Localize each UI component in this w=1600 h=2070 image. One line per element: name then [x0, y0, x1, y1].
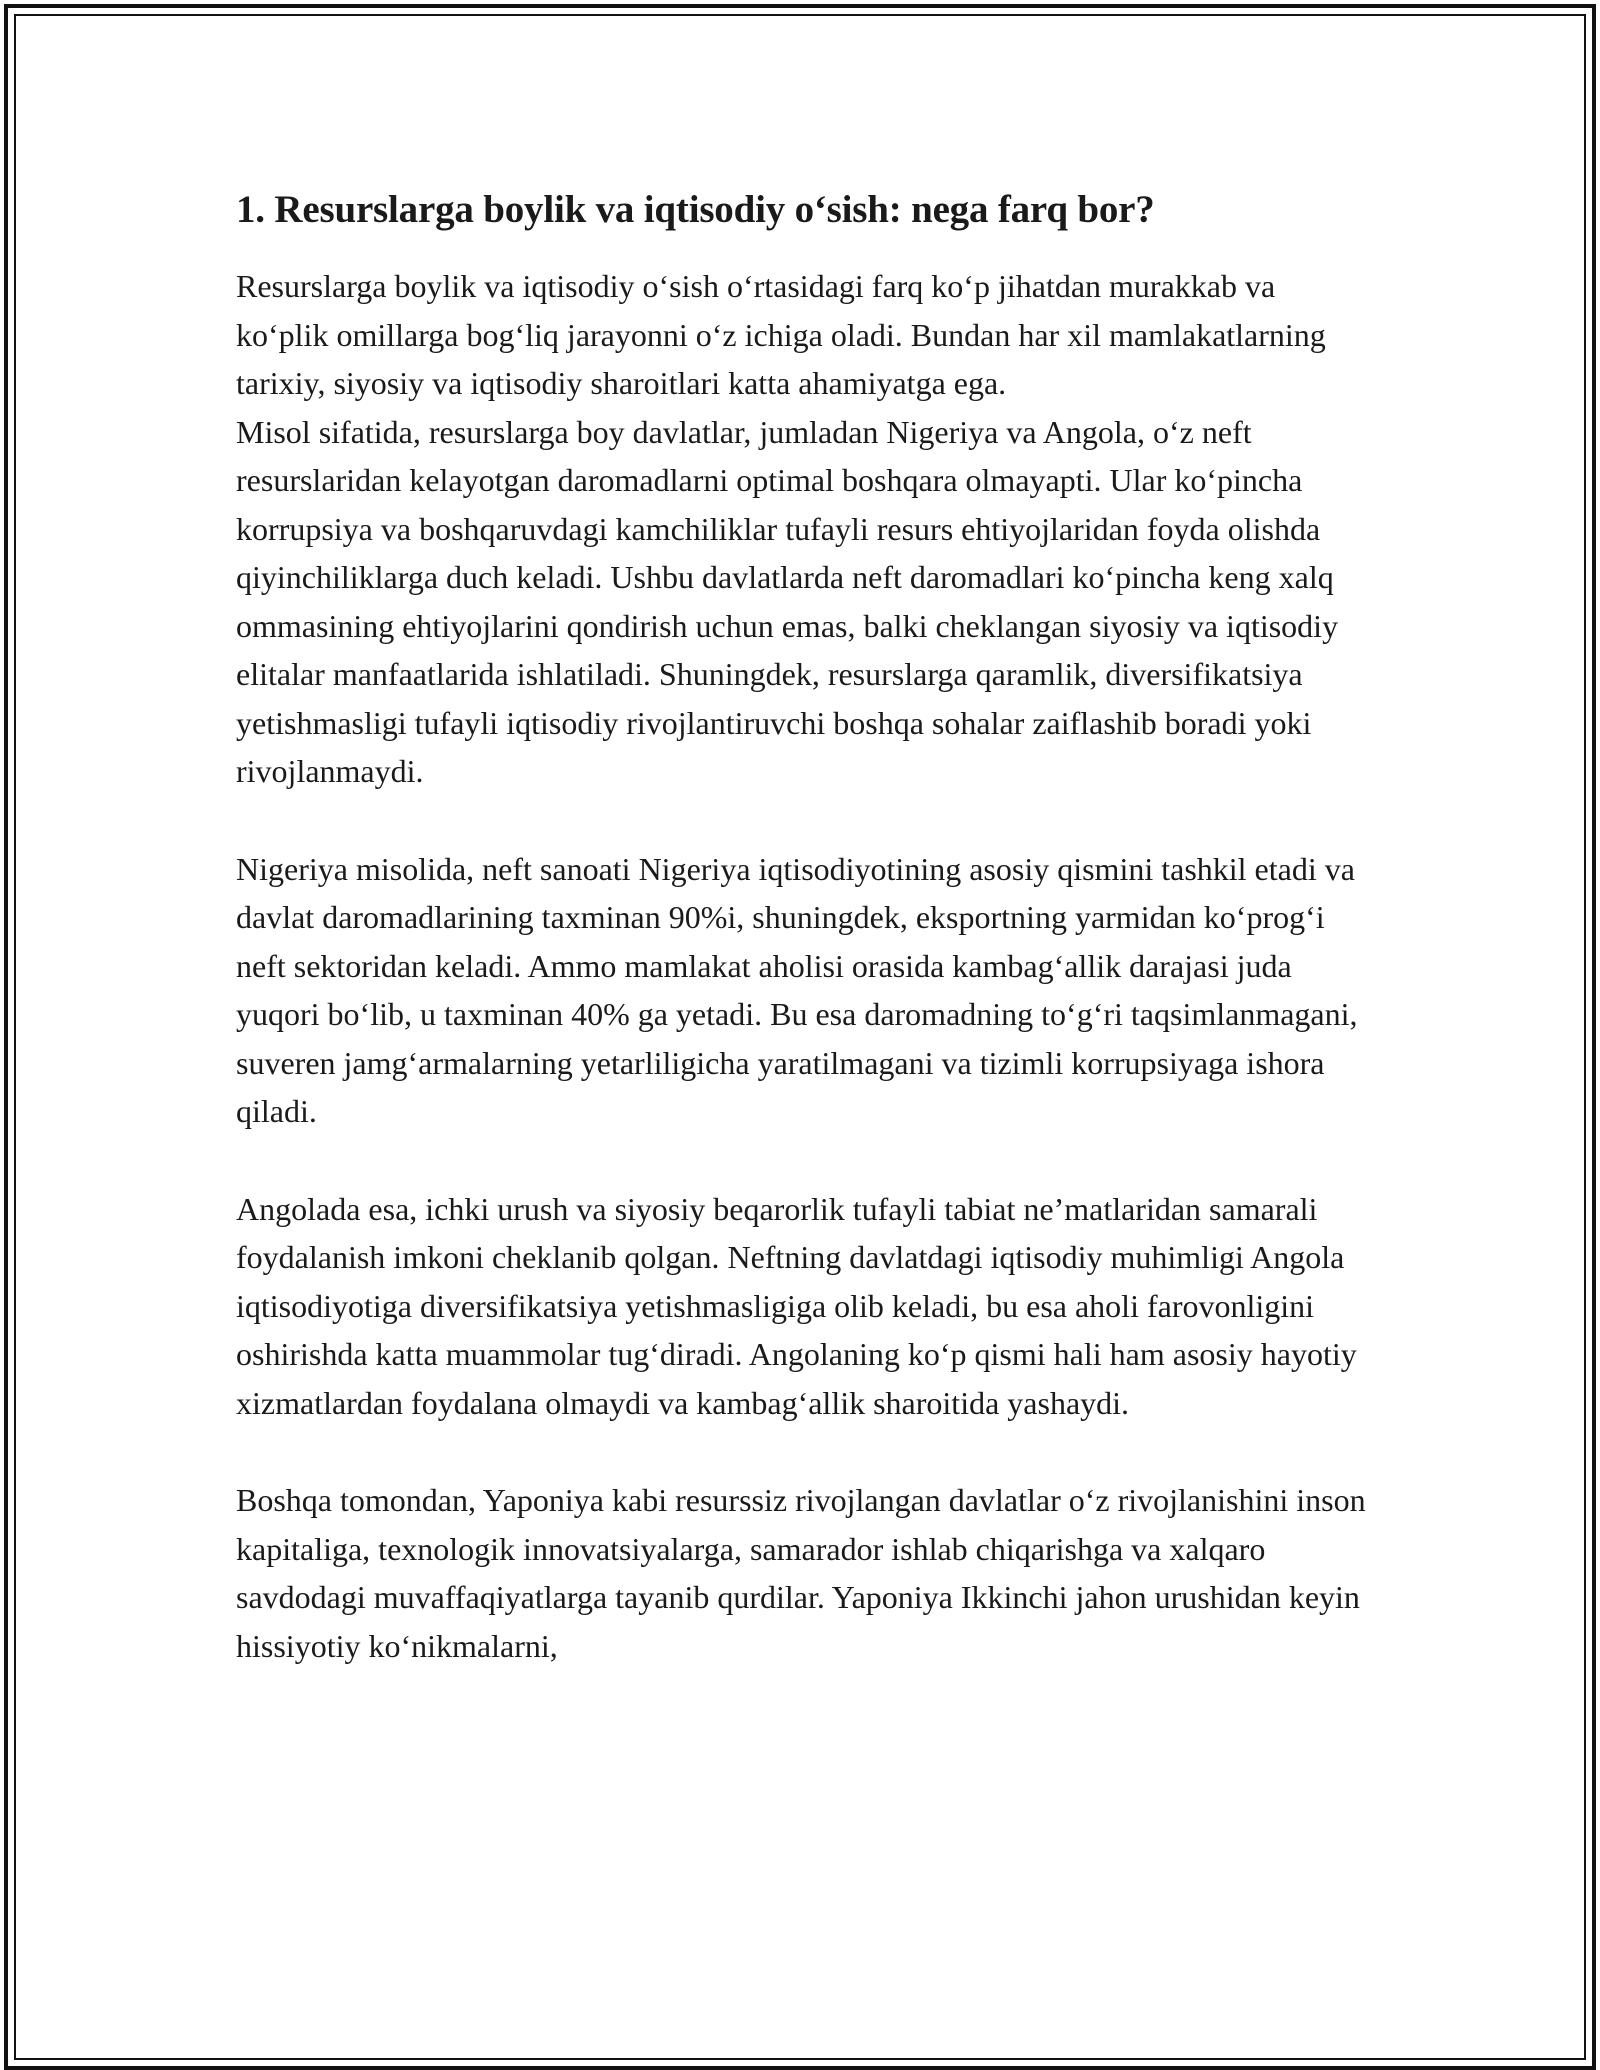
paragraph-spacer	[236, 1427, 1366, 1476]
paragraph-japan: Boshqa tomondan, Yaponiya kabi resurssiz rivojlangan davlatlar o‘z rivojlanishini inson kapitaliga, texnologik innovatsiyalarga, samarador ishlab chiqarishga va xalqaro savdodagi muvaffaqiyatlarga tayanib qurdilar. Yaponiya Ikkinchi jahon urushidan keyin hissiyotiy ko‘nikmalarni,	[236, 1482, 1366, 1664]
paragraph-spacer	[236, 1136, 1366, 1185]
document-page	[236, 186, 1366, 1670]
paragraph-resource-rich-example: Misol sifatida, resurslarga boy davlatlar, jumladan Nigeriya va Angola, o‘z neft resurslaridan kelayotgan daromadlarni optimal boshqara olmayapti. Ular ko‘pincha korrupsiya va boshqaruvdagi kamchiliklar tufayli resurs ehtiyojlaridan foyda olishda qiyinchiliklarga duch keladi. Ushbu davlatlarda neft daromadlari ko‘pincha keng xalq ommasining ehtiyojlarini qondirish uchun emas, balki cheklangan siyosiy va iqtisodiy elitalar manfaatlarida ishlatiladi. Shuningdek, resurslarga qaramlik, diversifikatsiya yetishmasligi tufayli iqtisodiy rivojlantiruvchi boshqa sohalar zaiflashib boradi yoki rivojlanmaydi.	[236, 413, 1339, 789]
paragraph-nigeria: Nigeriya misolida, neft sanoati Nigeriya iqtisodiyotining asosiy qismini tashkil etadi va davlat daromadlarining taxminan 90%i, shuningdek, eksportning yarmidan ko‘prog‘i neft sektoridan keladi. Ammo mamlakat aholisi orasida kambag‘allik darajasi juda yuqori bo‘lib, u taxminan 40% ga yetadi. Bu esa daromadning to‘g‘ri taqsimlanmagani, suveren jamg‘armalarning yetarliligicha yaratilmagani va tizimli korrupsiyaga ishora qiladi.	[236, 850, 1358, 1129]
paragraph-intro: Resurslarga boylik va iqtisodiy o‘sish o‘rtasidagi farq ko‘p jihatdan murakkab va ko‘plik omillarga bog‘liq jarayonni o‘z ichiga oladi. Bundan har xil mamlakatlarning tarixiy, siyosiy va iqtisodiy sharoitlari katta ahamiyatga ega.	[236, 268, 1326, 401]
paragraph-spacer	[236, 796, 1366, 845]
section-heading: 1. Resurslarga boylik va iqtisodiy o‘sish: nega farq bor?	[236, 188, 1155, 231]
paragraph-angola: Angolada esa, ichki urush va siyosiy beqarorlik tufayli tabiat ne’matlaridan samarali foydalanish imkoni cheklanib qolgan. Neftning davlatdagi iqtisodiy muhimligi Angola iqtisodiyotiga diversifikatsiya yetishmasligiga olib keladi, bu esa aholi farovonligini oshirishda katta muammolar tug‘diradi. Angolaning ko‘p qismi hali ham asosiy hayotiy xizmatlardan foydalana olmaydi va kambag‘allik sharoitida yashaydi.	[236, 1190, 1357, 1421]
